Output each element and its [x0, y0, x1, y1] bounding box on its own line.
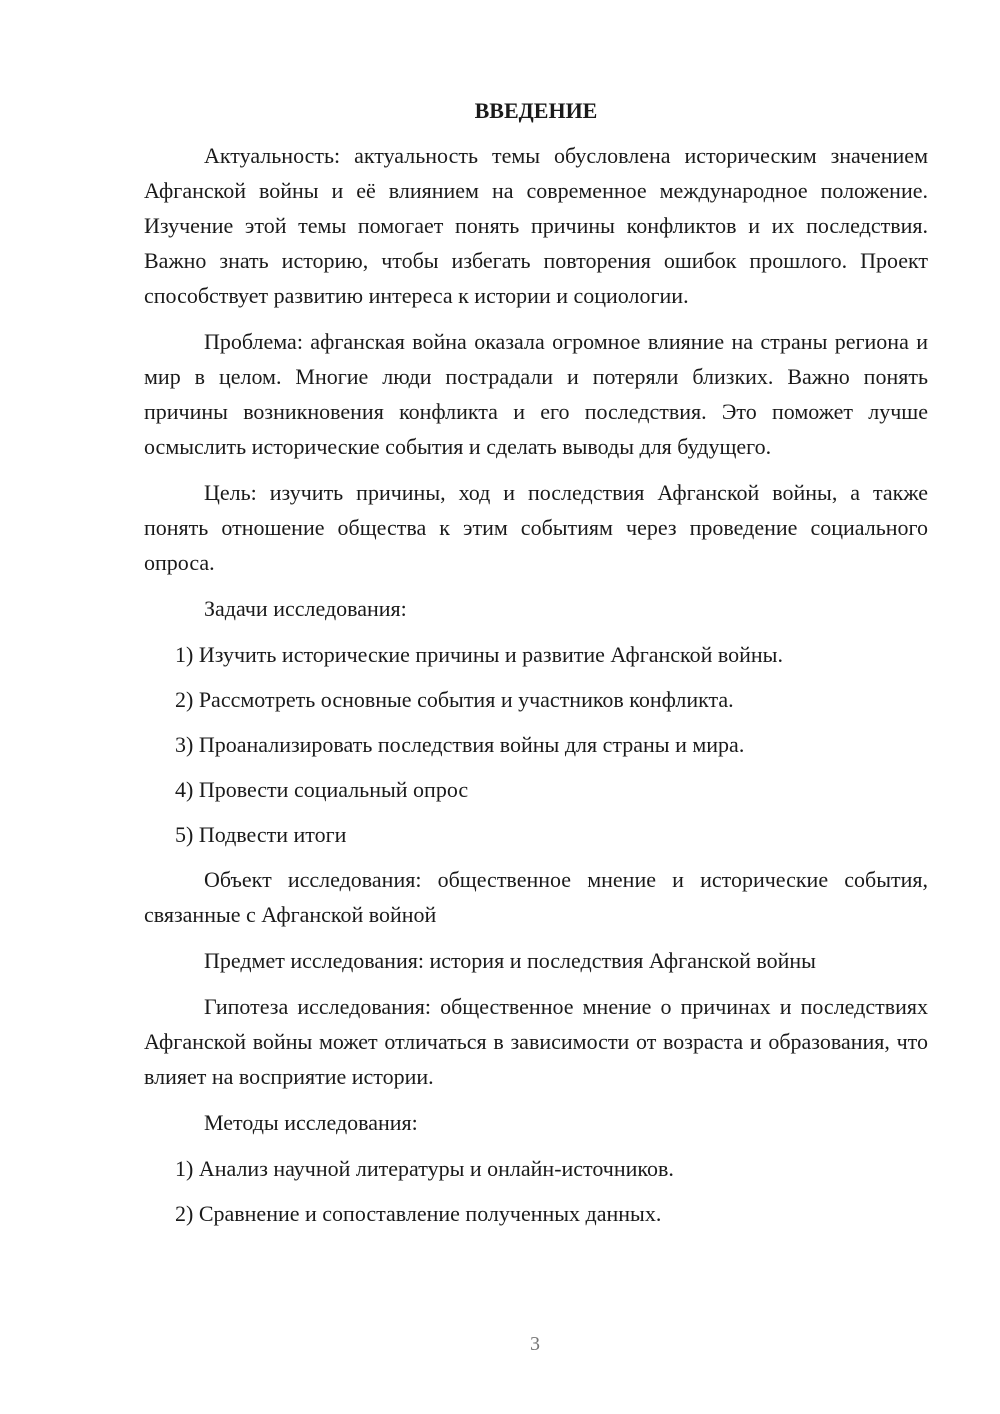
- hypothesis-paragraph: Гипотеза исследования: общественное мнение о причинах и последствиях Афганской войны может отличаться в зависимости от возраста и образования, что влияет на восприятие истории.: [144, 994, 928, 1089]
- goal-paragraph: Цель: изучить причины, ход и последствия Афганской войны, а также понять отношение общества к этим событиям через проведение социального опроса.: [144, 480, 928, 575]
- list-item: 3) Проанализировать последствия войны для страны и мира.: [175, 732, 745, 757]
- page-content: [144, 96, 928, 1241]
- list-item: 1) Изучить исторические причины и развитие Афганской войны.: [175, 642, 783, 667]
- tasks-heading: Задачи исследования:: [204, 596, 407, 621]
- list-item: 4) Провести социальный опрос: [175, 777, 469, 802]
- relevance-paragraph: Актуальность: актуальность темы обусловлена историческим значением Афганской войны и её влиянием на современное международное положение. Изучение этой темы помогает понять причины конфликтов и их последствия. Важно знать историю, чтобы избегать повторения ошибок прошлого. Проект способствует развитию интереса к истории и социологии.: [144, 143, 928, 308]
- object-paragraph: Объект исследования: общественное мнение и исторические события, связанные с Афганской войной: [144, 867, 928, 927]
- subject-paragraph: Предмет исследования: история и последствия Афганской войны: [204, 948, 816, 973]
- list-item: 1) Анализ научной литературы и онлайн-источников.: [175, 1156, 674, 1181]
- methods-heading: Методы исследования:: [204, 1110, 418, 1135]
- tasks-list: [144, 637, 928, 852]
- list-item: 2) Сравнение и сопоставление полученных данных.: [175, 1201, 662, 1226]
- page-number: 3: [530, 1333, 540, 1355]
- section-title: ВВЕДЕНИЕ: [474, 98, 598, 123]
- methods-list: [144, 1151, 928, 1231]
- list-item: 5) Подвести итоги: [175, 822, 347, 847]
- problem-paragraph: Проблема: афганская война оказала огромное влияние на страны региона и мир в целом. Многие люди пострадали и потеряли близких. Важно понять причины возникновения конфликта и его последствия. Это поможет лучше осмыслить исторические события и сделать выводы для будущего.: [144, 329, 928, 459]
- list-item: 2) Рассмотреть основные события и участников конфликта.: [175, 687, 734, 712]
